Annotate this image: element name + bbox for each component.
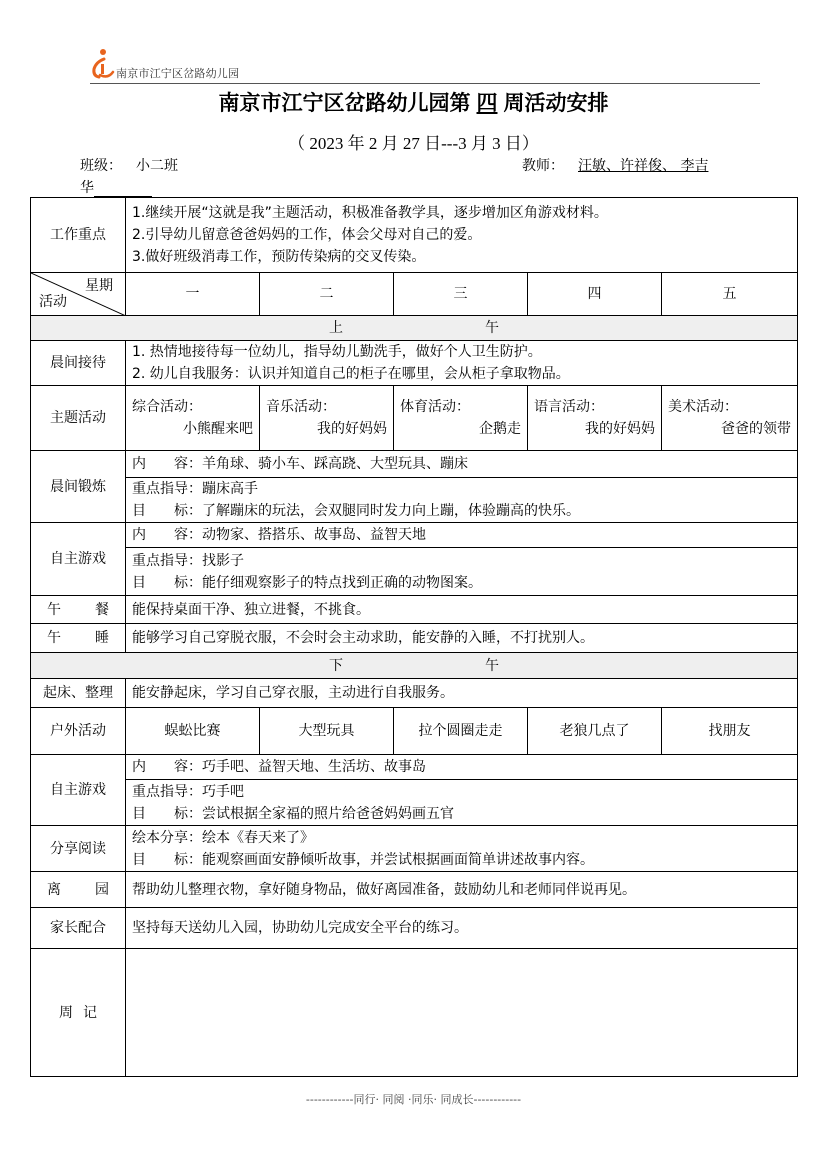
page-footer: ------------同行· 同阅 ·同乐· 同成长------------ <box>305 1093 522 1106</box>
table-row <box>31 341 798 386</box>
table-row <box>31 523 798 548</box>
focus-line: 1.继续开展“这就是我”主题活动，积极准备教学具，逐步增加区角游戏材料。 <box>132 205 608 221</box>
title-prefix: 南京市江宁区岔路幼儿园第 <box>218 90 471 115</box>
header-kindergarten-name: 南京市江宁区岔路幼儿园 <box>116 67 240 80</box>
nap-label-char: 午 <box>47 630 61 646</box>
day-mon: 一 <box>126 273 260 316</box>
exercise-goal: 目 标：了解蹦床的玩法，会双腿同时发力向上蹦，体验蹦高的快乐。 <box>132 503 580 519</box>
diag-weekday-label: 星期 <box>85 278 113 294</box>
teacher-underline <box>94 182 152 197</box>
class-info <box>80 155 178 175</box>
departure-label-char: 离 <box>47 881 61 898</box>
free-play-am-label: 自主游戏 <box>31 523 126 596</box>
focus-line: 3.做好班级消毒工作，预防传染病的交叉传染。 <box>132 249 426 265</box>
diag-activity-label: 活动 <box>39 294 67 310</box>
theme-name: 我的好妈妈 <box>585 421 655 437</box>
theme-type: 美术活动： <box>668 399 738 415</box>
free-play-am-content: 内 容：动物家、搭搭乐、故事岛、益智天地 <box>126 523 798 548</box>
free-play-pm-goal: 目 标：尝试根据全家福的照片给爸爸妈妈画五官 <box>132 805 454 822</box>
page-title <box>0 87 827 117</box>
table-row <box>31 198 798 273</box>
departure-label-char: 园 <box>95 881 109 898</box>
reading-share: 绘本分享：绘本《春天来了》 <box>132 829 314 846</box>
weekly-notes-label <box>31 949 126 1077</box>
morning-exercise-label: 晨间锻炼 <box>31 451 126 523</box>
table-row <box>31 780 798 826</box>
exercise-focus: 重点指导：蹦床高手 <box>132 481 258 497</box>
focus-content <box>126 198 798 273</box>
day-thu: 四 <box>528 273 662 316</box>
nap-content: 能够学习自己穿脱衣服，不会时会主动求助，能安静的入睡，不打扰别人。 <box>126 624 798 653</box>
teacher-info <box>522 155 754 175</box>
class-label: 班级： <box>80 158 122 174</box>
table-row <box>31 624 798 653</box>
shared-reading-content <box>126 826 798 872</box>
free-play-am-focus: 重点指导：找影子 <box>132 552 244 569</box>
teacher-wrap-text: 华 <box>80 180 94 196</box>
theme-type: 体育活动： <box>400 399 470 415</box>
table-row <box>31 386 798 451</box>
table-row <box>31 949 798 1077</box>
morning-line: 1. 热情地接待每一位幼儿，指导幼儿勤洗手，做好个人卫生防护。 <box>132 344 542 360</box>
morning-line: 2. 幼儿自我服务：认识并知道自己的柜子在哪里，会从柜子拿取物品。 <box>132 366 570 382</box>
theme-name: 我的好妈妈 <box>317 421 387 437</box>
table-row <box>31 451 798 478</box>
nap-label <box>31 624 126 653</box>
focus-line: 2.引导幼儿留意爸爸妈妈的工作，体会父母对自己的爱。 <box>132 227 482 243</box>
table-row <box>31 679 798 708</box>
table-row <box>31 708 798 755</box>
table-row <box>31 273 798 316</box>
theme-name: 小熊醒来吧 <box>183 421 253 437</box>
teacher-label: 教师： <box>522 158 564 174</box>
focus-label: 工作重点 <box>31 198 126 273</box>
theme-type: 综合活动： <box>132 399 202 415</box>
header-divider <box>90 83 760 84</box>
kindergarten-logo-icon <box>90 46 118 80</box>
day-tue: 二 <box>260 273 394 316</box>
wake-up-label: 起床、整理 <box>31 679 126 708</box>
theme-wed <box>394 386 528 451</box>
morning-reception-label: 晨间接待 <box>31 341 126 386</box>
morning-band <box>31 316 798 341</box>
day-fri: 五 <box>662 273 798 316</box>
day-wed: 三 <box>394 273 528 316</box>
departure-label <box>31 872 126 908</box>
theme-tue <box>260 386 394 451</box>
free-play-pm-label: 自主游戏 <box>31 755 126 826</box>
date-range: （ 2023 年 2 月 27 日---3 月 3 日） <box>288 134 539 153</box>
band-am-char2: 午 <box>485 320 500 336</box>
departure-content: 帮助幼儿整理衣物，拿好随身物品，做好离园准备，鼓励幼儿和老师同伴说再见。 <box>126 872 798 908</box>
outdoor-tue: 大型玩具 <box>260 708 394 755</box>
teacher-value: 汪敏、许祥俊、 李吉 <box>578 158 709 174</box>
title-week-number: 四 <box>476 90 498 115</box>
lunch-label-char: 午 <box>47 601 61 618</box>
outdoor-wed: 拉个圆圈走走 <box>394 708 528 755</box>
theme-type: 音乐活动： <box>266 399 336 415</box>
teacher-wrap-line <box>80 177 152 197</box>
title-suffix: 周活动安排 <box>503 90 609 115</box>
table-row <box>31 478 798 523</box>
lunch-label-char: 餐 <box>95 601 109 618</box>
table-row <box>31 908 798 949</box>
free-play-am-detail <box>126 548 798 596</box>
theme-fri <box>662 386 798 451</box>
weekly-notes-content <box>126 949 798 1077</box>
page-header <box>90 46 760 86</box>
morning-reception-content <box>126 341 798 386</box>
outdoor-activity-label: 户外活动 <box>31 708 126 755</box>
shared-reading-label: 分享阅读 <box>31 826 126 872</box>
table-row <box>31 548 798 596</box>
theme-name: 企鹅走 <box>479 421 521 437</box>
theme-activity-label: 主题活动 <box>31 386 126 451</box>
weekly-plan-table <box>30 197 798 1077</box>
exercise-detail <box>126 478 798 523</box>
band-am-char1: 上 <box>329 320 344 336</box>
free-play-am-goal: 目 标：能仔细观察影子的特点找到正确的动物图案。 <box>132 574 482 591</box>
parent-cooperation-label: 家长配合 <box>31 908 126 949</box>
weekly-label-char: 记 <box>83 1004 97 1021</box>
table-row <box>31 826 798 872</box>
diagonal-header-cell <box>31 273 126 316</box>
free-play-pm-focus: 重点指导：巧手吧 <box>132 783 244 800</box>
reading-goal: 目 标：能观察画面安静倾听故事，并尝试根据画面简单讲述故事内容。 <box>132 851 594 868</box>
theme-thu <box>528 386 662 451</box>
table-row <box>31 316 798 341</box>
lunch-label <box>31 596 126 624</box>
band-pm-char1: 下 <box>329 657 344 674</box>
theme-type: 语言活动： <box>534 399 604 415</box>
free-play-pm-content: 内 容：巧手吧、益智天地、生活坊、故事岛 <box>126 755 798 780</box>
nap-label-char: 睡 <box>95 630 109 646</box>
table-row <box>31 653 798 679</box>
theme-mon <box>126 386 260 451</box>
lunch-content: 能保持桌面干净、独立进餐，不挑食。 <box>126 596 798 624</box>
class-value: 小二班 <box>136 158 178 174</box>
table-row <box>31 755 798 780</box>
band-pm-char2: 午 <box>485 657 500 674</box>
outdoor-fri: 找朋友 <box>662 708 798 755</box>
parent-cooperation-content: 坚持每天送幼儿入园，协助幼儿完成安全平台的练习。 <box>126 908 798 949</box>
outdoor-mon: 蜈蚣比赛 <box>126 708 260 755</box>
table-row <box>31 596 798 624</box>
weekly-label-char: 周 <box>59 1004 73 1021</box>
exercise-content: 内 容：羊角球、骑小车、踩高跷、大型玩具、蹦床 <box>126 451 798 478</box>
outdoor-thu: 老狼几点了 <box>528 708 662 755</box>
table-row <box>31 872 798 908</box>
theme-name: 爸爸的领带 <box>721 421 792 437</box>
afternoon-band <box>31 653 798 679</box>
free-play-pm-detail <box>126 780 798 826</box>
wake-up-content: 能安静起床，学习自己穿衣服，主动进行自我服务。 <box>126 679 798 708</box>
